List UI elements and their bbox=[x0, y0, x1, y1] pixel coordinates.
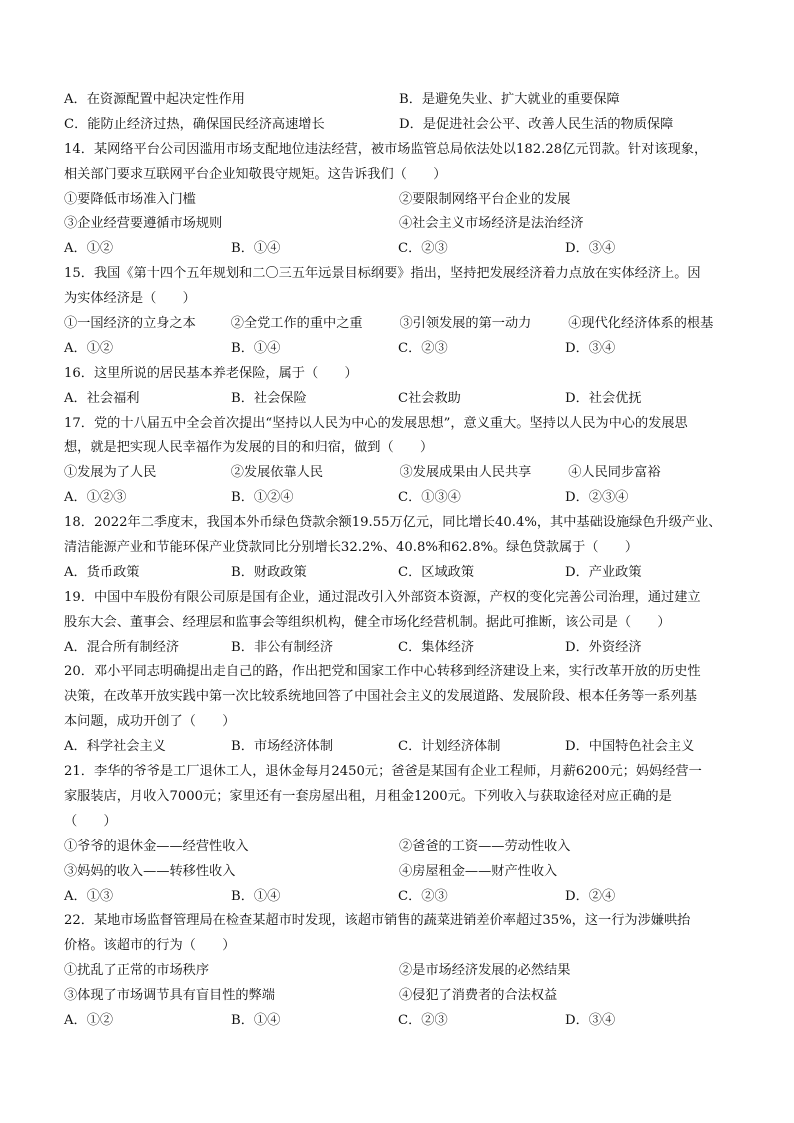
option-item: ③体现了市场调节具有盲目性的弊端 bbox=[64, 988, 275, 1004]
question-text-line: 为实体经济是（ ） bbox=[64, 291, 196, 307]
option-item: ④现代化经济体系的根基 bbox=[568, 316, 714, 332]
question-text-line: 21．李华的爷爷是工厂退休工人，退休金每月2450元；爸爸是某国有企业工程师，月薪6200元；妈妈经营一 bbox=[64, 764, 702, 780]
option-item: ①发展为了人民 bbox=[64, 465, 157, 481]
option-row bbox=[64, 486, 734, 511]
statement-row bbox=[64, 860, 734, 885]
option-row bbox=[64, 735, 734, 760]
option-row bbox=[64, 885, 734, 910]
question-text-line: 相关部门要求互联网平台企业知敬畏守规矩。这告诉我们（ ） bbox=[64, 166, 447, 182]
question-text-line: 清洁能源产业和节能环保产业贷款同比分别增长32.2%、40.8%和62.8%。绿色贷款属于（ ） bbox=[64, 540, 639, 556]
option-item: B．财政政策 bbox=[231, 564, 307, 580]
statement-row bbox=[64, 984, 734, 1009]
option-item: D．③④ bbox=[565, 1012, 616, 1028]
option-row bbox=[64, 461, 734, 486]
question-text-line: 本问题，成功开创了（ ） bbox=[64, 714, 236, 730]
option-item: A．①③ bbox=[64, 888, 114, 904]
option-item: ④社会主义市场经济是法治经济 bbox=[399, 216, 584, 232]
option-item: ④房屋租金——财产性收入 bbox=[399, 863, 558, 879]
option-item: B．社会保险 bbox=[231, 390, 307, 406]
question-text-line: 20．邓小平同志明确提出走自己的路，作出把党和国家工作中心转移到经济建设上来，实行改革开放的历史性 bbox=[64, 664, 701, 680]
option-item: A．在资源配置中起决定性作用 bbox=[64, 92, 245, 107]
option-item: C．②③ bbox=[398, 241, 448, 257]
option-item: ③企业经营要遵循市场规则 bbox=[64, 216, 223, 232]
statement-row bbox=[64, 188, 734, 213]
option-item: ②是市场经济发展的必然结果 bbox=[399, 963, 571, 979]
question-text-line: 15．我国《第十四个五年规划和二〇三五年远景目标纲要》指出，坚持把发展经济着力点放在实体经济上。因 bbox=[64, 266, 701, 282]
option-item: A．社会福利 bbox=[64, 390, 140, 406]
option-item: B．①④ bbox=[231, 241, 281, 257]
option-item: ①爷爷的退休金——经营性收入 bbox=[64, 838, 249, 854]
option-item: ④侵犯了消费者的合法权益 bbox=[399, 988, 558, 1004]
option-item: A．混合所有制经济 bbox=[64, 639, 180, 655]
question-text-line: 想，就是把实现人民幸福作为发展的目的和归宿，做到（ ） bbox=[64, 440, 434, 456]
statement-row bbox=[64, 959, 734, 984]
option-row bbox=[64, 636, 734, 661]
option-row bbox=[64, 561, 734, 586]
option-item: C．②③ bbox=[398, 1012, 448, 1028]
question-text-line: 22．某地市场监督管理局在检查某超市时发现，该超市销售的蔬菜进销差价率超过35%，这一行为涉嫌哄抬 bbox=[64, 913, 691, 929]
option-item: ①要降低市场准入门槛 bbox=[64, 191, 196, 207]
option-item: ②爸爸的工资——劳动性收入 bbox=[399, 838, 571, 854]
option-item: ①扰乱了正常的市场秩序 bbox=[64, 963, 210, 979]
option-item: B．非公有制经济 bbox=[231, 639, 334, 655]
question-text-line: 价格。该超市的行为（ ） bbox=[64, 938, 236, 954]
option-item: A．货币政策 bbox=[64, 564, 140, 580]
option-item: B．①④ bbox=[231, 340, 281, 356]
option-item: C．②③ bbox=[398, 888, 448, 904]
option-item: ②全党工作的重中之重 bbox=[230, 316, 363, 332]
option-item: ③妈妈的收入——转移性收入 bbox=[64, 863, 236, 879]
option-item: D．③④ bbox=[565, 340, 616, 356]
option-item: B．市场经济体制 bbox=[231, 739, 334, 755]
option-item: C．①③④ bbox=[398, 490, 461, 506]
option-item: D．②④ bbox=[565, 888, 616, 904]
option-row bbox=[64, 312, 734, 337]
option-item: A．①② bbox=[64, 241, 114, 257]
option-row bbox=[64, 1009, 734, 1034]
option-item: B．是避免失业、扩大就业的重要保障 bbox=[399, 92, 620, 107]
option-item: ③发展成果由人民共享 bbox=[399, 465, 532, 481]
question-text-line: 17．党的十八届五中全会首次提出“坚持以人民为中心的发展思想”，意义重大。坚持以人民为中心的发展思 bbox=[64, 415, 688, 431]
question-text-line: 16．这里所说的居民基本养老保险，属于（ ） bbox=[64, 365, 358, 381]
question-text-line: 18．2022年二季度末，我国本外币绿色贷款余额19.55万亿元，同比增长40.4%，其中基础设施绿色升级产业、 bbox=[64, 515, 722, 531]
option-item: C社会救助 bbox=[398, 390, 461, 406]
option-row bbox=[64, 237, 734, 262]
option-item: C．计划经济体制 bbox=[398, 739, 501, 755]
statement-row bbox=[64, 88, 734, 113]
option-item: ②发展依靠人民 bbox=[230, 465, 324, 481]
option-item: ④人民同步富裕 bbox=[568, 465, 661, 481]
option-item: C．集体经济 bbox=[398, 639, 475, 655]
option-item: D．社会优抚 bbox=[565, 390, 642, 406]
question-text-line: 14．某网络平台公司因滥用市场支配地位违法经营，被市场监管总局依法处以182.28亿元罚款。针对该现象， bbox=[64, 141, 708, 157]
option-item: D．③④ bbox=[565, 241, 616, 257]
option-item: B．①④ bbox=[231, 1012, 281, 1028]
option-item: A．科学社会主义 bbox=[64, 739, 166, 755]
option-item: ①一国经济的立身之本 bbox=[64, 316, 196, 332]
exam-page bbox=[64, 88, 734, 1034]
question-text-line: （ ） bbox=[64, 813, 117, 829]
question-text-line: 家服装店，月收入7000元；家里还有一套房屋出租，月租金1200元。下列收入与获取途径对应正确的是 bbox=[64, 788, 672, 804]
option-row bbox=[64, 387, 734, 412]
option-item: B．①②④ bbox=[231, 490, 294, 506]
option-item: A．①② bbox=[64, 340, 114, 356]
option-item: C．区域政策 bbox=[398, 564, 475, 580]
option-item: A．①② bbox=[64, 1012, 114, 1028]
option-item: C．②③ bbox=[398, 340, 448, 356]
option-item: C．能防止经济过热，确保国民经济高速增长 bbox=[64, 116, 325, 132]
option-item: A．①②③ bbox=[64, 490, 127, 506]
option-item: B．①④ bbox=[231, 888, 281, 904]
question-text-line: 19．中国中车股份有限公司原是国有企业，通过混改引入外部资本资源，产权的变化完善公司治理，通过建立 bbox=[64, 589, 701, 605]
statement-row bbox=[64, 212, 734, 237]
option-item: D．是促进社会公平、改善人民生活的物质保障 bbox=[399, 116, 674, 132]
option-item: D．中国特色社会主义 bbox=[565, 739, 695, 755]
option-row bbox=[64, 337, 734, 362]
option-item: D．产业政策 bbox=[565, 564, 642, 580]
option-item: D．②③④ bbox=[565, 490, 629, 506]
option-item: D．外资经济 bbox=[565, 639, 642, 655]
question-text-line: 股东大会、董事会、经理层和监事会等组织机构，健全市场化经营机制。据此可推断，该公司是（ ） bbox=[64, 614, 671, 630]
statement-row bbox=[64, 113, 734, 138]
option-item: ③引领发展的第一动力 bbox=[399, 316, 532, 332]
question-text-line: 决策，在改革开放实践中第一次比较系统地回答了中国社会主义的发展道路、发展阶段、根本任务等一系列基 bbox=[64, 689, 697, 705]
option-item: ②要限制网络平台企业的发展 bbox=[399, 191, 571, 207]
statement-row bbox=[64, 835, 734, 860]
